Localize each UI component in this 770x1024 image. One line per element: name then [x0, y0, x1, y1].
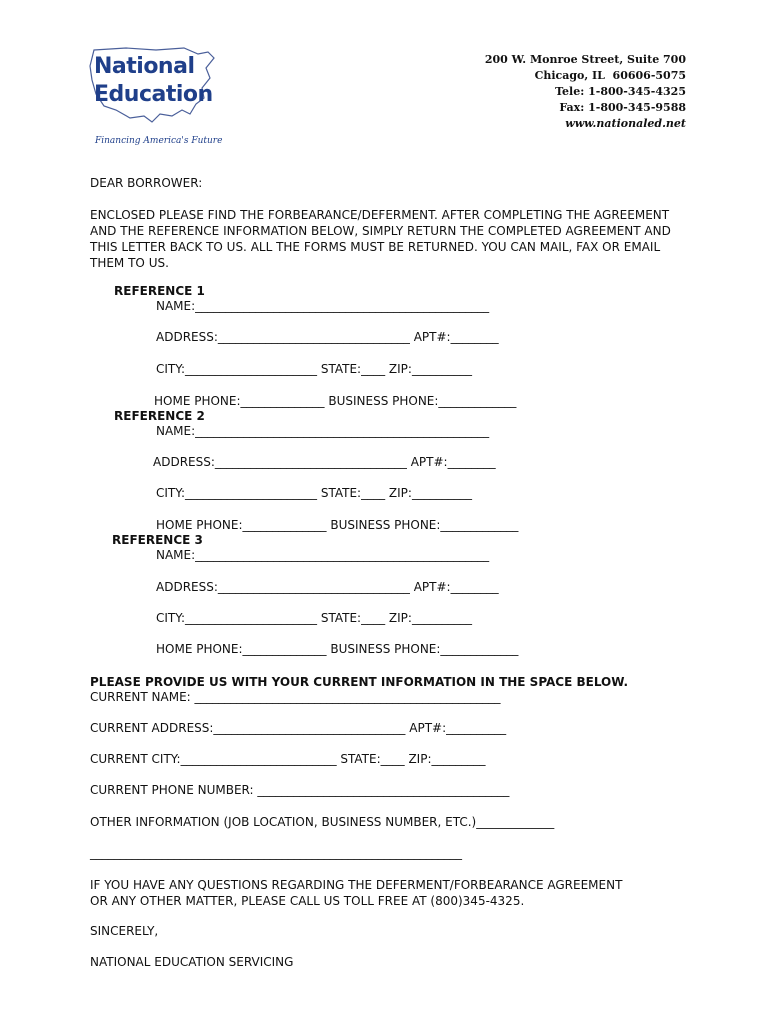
- additional-info-line[interactable]: ______________________________________________________________: [90, 846, 462, 860]
- national-education-logo: [86, 44, 223, 152]
- reference-2-name-field[interactable]: NAME:_________________________________________________: [156, 424, 490, 438]
- logo-word-education: Education: [94, 82, 213, 107]
- questions-paragraph: IF YOU HAVE ANY QUESTIONS REGARDING THE DEFERMENT/FORBEARANCE AGREEMENT OR ANY OTHER MATTER, PLEASE CALL US TOLL FREE AT (800)345-4325.: [90, 878, 623, 908]
- telephone-number: Tele: 1-800-345-4325: [555, 85, 686, 98]
- city-address: Chicago, IL 60606-5075: [534, 69, 686, 82]
- website: www.nationaled.net: [565, 117, 686, 130]
- closing-signature: NATIONAL EDUCATION SERVICING: [90, 955, 294, 969]
- reference-3-name-field[interactable]: NAME:_________________________________________________: [156, 548, 490, 562]
- reference-2-title: REFERENCE 2: [114, 409, 205, 423]
- reference-3-title: REFERENCE 3: [112, 533, 203, 547]
- reference-1-address-field[interactable]: ADDRESS:________________________________ APT#:________: [156, 330, 499, 344]
- reference-3-phone-field[interactable]: HOME PHONE:______________ BUSINESS PHONE:_____________: [156, 642, 519, 656]
- closing-sincerely: SINCERELY,: [90, 924, 159, 938]
- reference-3-city-field[interactable]: CITY:______________________ STATE:____ ZIP:__________: [156, 611, 472, 625]
- logo-tagline: Financing America's Future: [95, 136, 223, 146]
- reference-2-city-field[interactable]: CITY:______________________ STATE:____ ZIP:__________: [156, 486, 472, 500]
- reference-1-city-field[interactable]: CITY:______________________ STATE:____ ZIP:__________: [156, 362, 472, 376]
- reference-1-title: REFERENCE 1: [114, 284, 205, 298]
- reference-2-address-field[interactable]: ADDRESS:________________________________ APT#:________: [153, 455, 496, 469]
- salutation: DEAR BORROWER:: [90, 176, 203, 190]
- street-address: 200 W. Monroe Street, Suite 700: [484, 53, 686, 66]
- current-city-field[interactable]: CURRENT CITY:__________________________ STATE:____ ZIP:_________: [90, 752, 486, 766]
- current-address-field[interactable]: CURRENT ADDRESS:________________________________ APT#:__________: [90, 721, 507, 735]
- reference-1-phone-field[interactable]: HOME PHONE:______________ BUSINESS PHONE:_____________: [154, 394, 517, 408]
- current-info-heading: PLEASE PROVIDE US WITH YOUR CURRENT INFORMATION IN THE SPACE BELOW.: [90, 675, 629, 689]
- company-address-block: [485, 52, 686, 132]
- other-information-field[interactable]: OTHER INFORMATION (JOB LOCATION, BUSINESS NUMBER, ETC.)_____________: [90, 815, 555, 829]
- current-name-field[interactable]: CURRENT NAME: ___________________________________________________: [90, 690, 501, 704]
- current-phone-field[interactable]: CURRENT PHONE NUMBER: __________________________________________: [90, 783, 510, 797]
- fax-number: Fax: 1-800-345-9588: [559, 101, 686, 114]
- reference-3-address-field[interactable]: ADDRESS:________________________________ APT#:________: [156, 580, 499, 594]
- logo-word-national: National: [94, 54, 195, 79]
- intro-paragraph: ENCLOSED PLEASE FIND THE FORBEARANCE/DEFERMENT. AFTER COMPLETING THE AGREEMENT AND THE REFERENCE INFORMATION BELOW, SIMPLY RETURN THE COMPLETED AGREEMENT AND THIS LETTER BACK TO US. ALL THE FORMS MUST BE RETURNED. YOU CAN MAIL, FAX OR EMAIL THEM TO US.: [90, 208, 671, 270]
- reference-1-name-field[interactable]: NAME:_________________________________________________: [156, 299, 490, 313]
- reference-2-phone-field[interactable]: HOME PHONE:______________ BUSINESS PHONE:_____________: [156, 518, 519, 532]
